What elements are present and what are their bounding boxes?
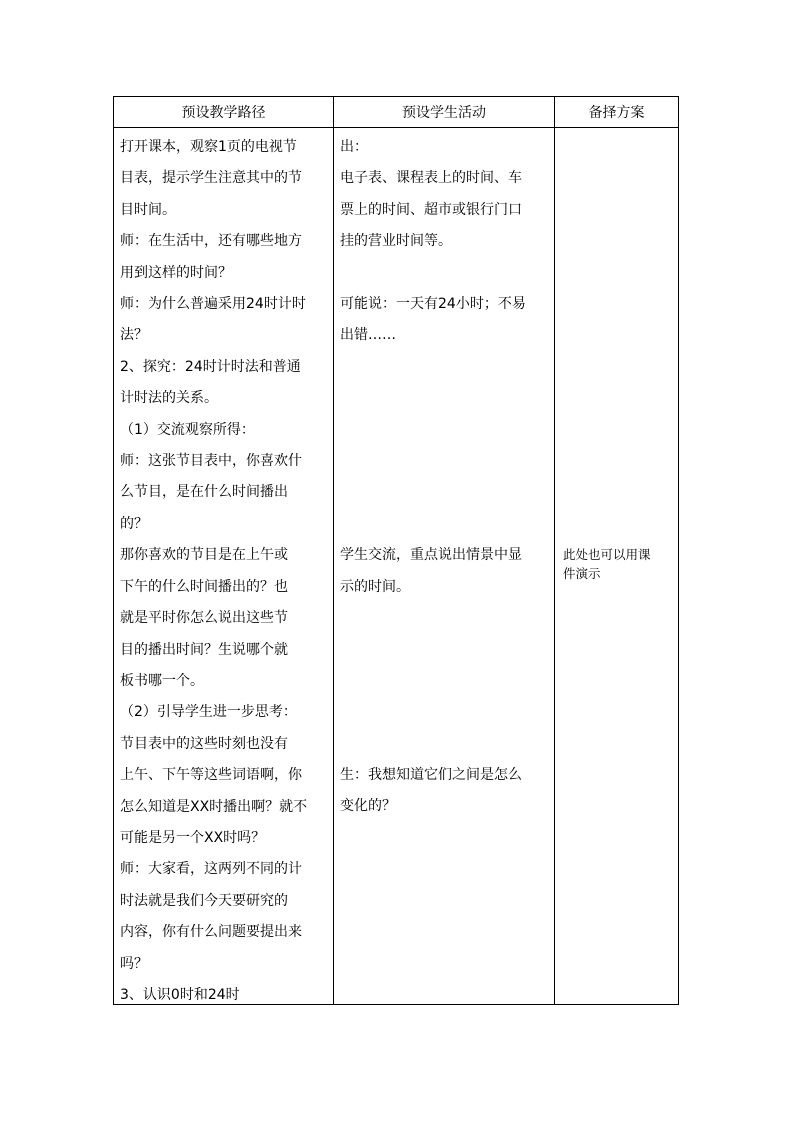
student-line: 票上的时间、超市或银行门口 [340,201,522,218]
teaching-path-line: 怎么知道是XX时播出啊？就不 [120,798,308,815]
lesson-plan-table [113,96,679,1005]
teaching-path-line: 师：大家看，这两列不同的计 [120,861,302,878]
alternative-plan-note [555,128,678,1000]
student-activity-cell [334,128,555,1005]
teaching-path-line: 法？ [120,327,148,344]
table-body-row [114,128,679,1005]
student-line: 可能说：一天有24小时；不易 [340,296,526,313]
teaching-path-line: 目时间。 [120,201,176,218]
blank-line [340,729,550,760]
student-line: 变化的？ [340,798,396,815]
teaching-path-line: 内容，你有什么问题要提出来 [120,924,302,941]
student-line: 生：我想知道它们之间是怎么 [340,766,522,783]
teaching-path-line: 打开课本，观察1页的电视节 [120,139,297,155]
student-activity-lines [334,128,554,1004]
teaching-path-line: 么节目，是在什么时间播出 [120,484,288,501]
teaching-path-line: 吗？ [120,955,148,972]
teaching-path-line: 3、认识0时和24时 [120,986,240,1003]
teaching-path-line: 上午、下午等这些词语啊，你 [120,767,302,784]
teaching-path-line: 计时法的关系。 [120,390,218,407]
blank-line [340,383,550,414]
blank-line [340,415,550,446]
teaching-path-line: 2、探究：24时计时法和普通 [120,358,301,375]
teaching-path-line: 师：在生活中，还有哪些地方 [120,233,302,250]
blank-line [340,634,550,665]
teaching-path-line: 时法就是我们今天要研究的 [120,892,288,909]
teaching-path-cell [114,128,334,1005]
teaching-path-line: 师：这张节目表中，你喜欢什 [120,453,302,470]
teaching-path-line: 节目表中的这些时刻也没有 [120,735,288,752]
teaching-path-line: 用到这样的时间？ [120,264,232,281]
student-line: 挂的营业时间等。 [340,233,452,250]
student-line: 示的时间。 [340,578,410,595]
blank-line [340,352,550,383]
header-alternative-plan: 备择方案 [555,97,679,128]
teaching-path-lines [114,128,333,1004]
student-line: 出： [340,139,368,155]
teaching-path-line: （1）交流观察所得： [120,421,255,438]
teaching-path-line: 下午的什么时间播出的？也 [120,578,288,595]
header-student-activity: 预设学生活动 [334,97,555,128]
blank-line [340,509,550,540]
alternative-line-2: 件演示 [563,566,601,581]
student-line: 电子表、课程表上的时间、车 [340,170,522,187]
teaching-path-line: 目的播出时间？生说哪个就 [120,641,288,658]
teaching-path-line: 的？ [120,515,148,532]
blank-line [340,446,550,477]
table-header-row [114,97,679,128]
teaching-path-line: 那你喜欢的节目是在上午或 [120,547,288,564]
teaching-path-line: 目表，提示学生注意其中的节 [120,170,302,187]
teaching-path-line: 就是平时你怎么说出这些节 [120,610,288,627]
blank-line [340,477,550,508]
alternative-plan-cell [555,128,679,1005]
student-line: 出错…… [340,327,396,344]
alternative-line-1: 此处也可以用课 [563,547,651,562]
teaching-path-line: 板书哪一个。 [120,672,204,689]
blank-line [340,666,550,697]
blank-line [340,697,550,728]
student-line: 学生交流，重点说出情景中显 [340,547,522,564]
blank-line [340,258,550,289]
teaching-path-line: 可能是另一个XX时吗？ [120,829,266,846]
blank-line [340,603,550,634]
teaching-path-line: 师：为什么普遍采用24时计时 [120,296,306,313]
teaching-path-line: （2）引导学生进一步思考： [120,704,297,721]
header-teaching-path: 预设教学路径 [114,97,334,128]
